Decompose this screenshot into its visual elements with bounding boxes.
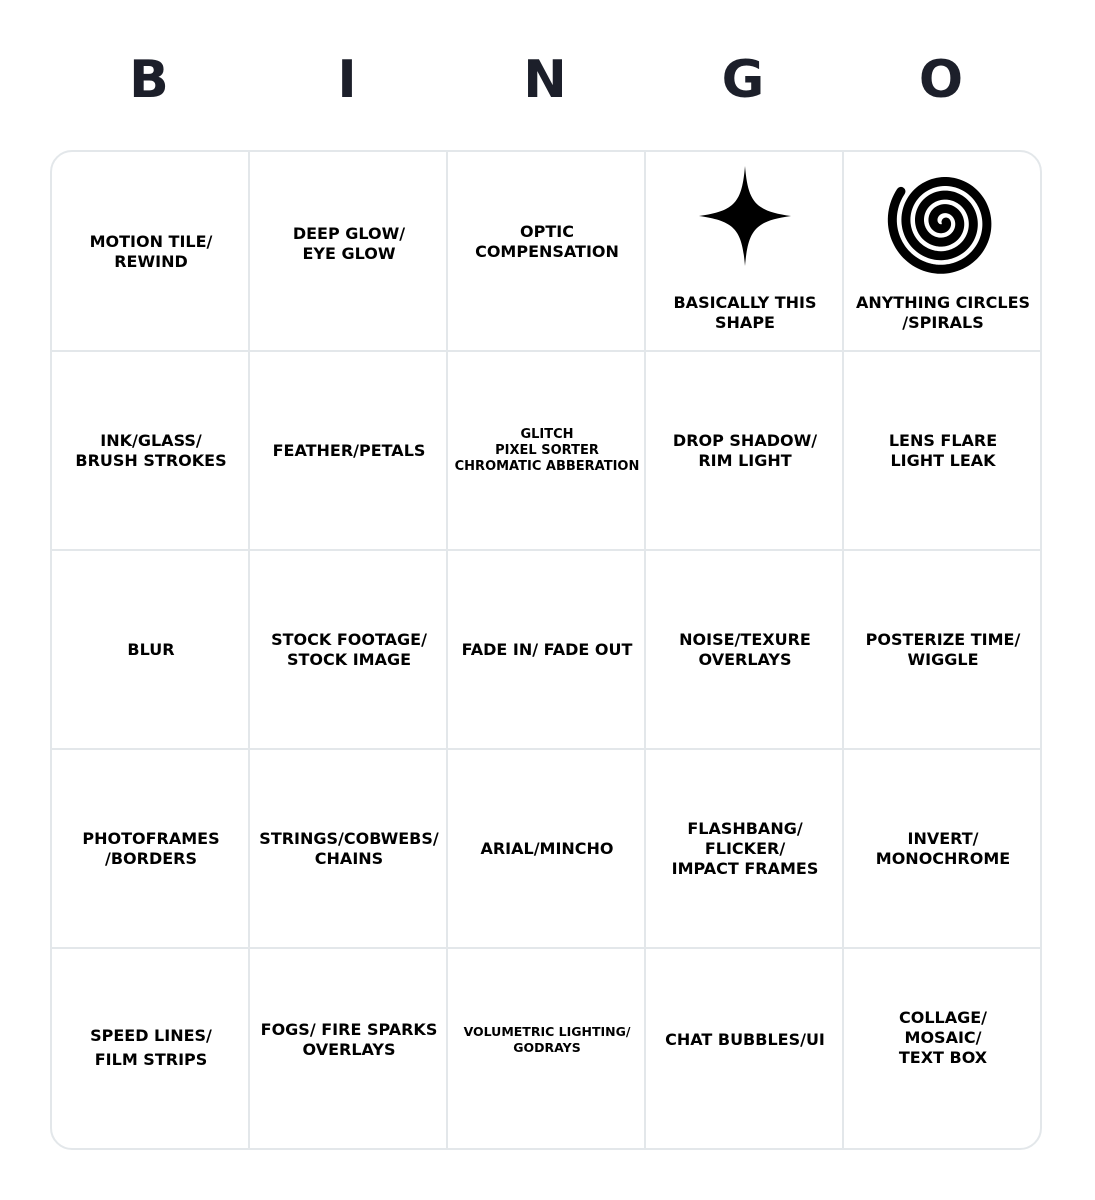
cell-label: FADE IN/ FADE OUT <box>461 639 633 659</box>
cell-label: STRINGS/COBWEBS/ CHAINS <box>259 828 439 868</box>
cell-label: INVERT/ MONOCHROME <box>875 828 1011 868</box>
cell-label: OPTIC COMPENSATION <box>475 221 619 261</box>
bingo-cell[interactable] <box>250 749 448 948</box>
bingo-cell[interactable] <box>646 152 844 351</box>
bingo-cell[interactable] <box>646 948 844 1147</box>
cell-label: ARIAL/MINCHO <box>480 838 614 858</box>
cell-label: BLUR <box>127 639 175 659</box>
cell-label: FEATHER/PETALS <box>272 440 426 460</box>
cell-label: VOLUMETRIC LIGHTING/ GODRAYS <box>463 1023 631 1055</box>
cell-label: PHOTOFRAMES /BORDERS <box>82 828 220 868</box>
cell-label: STOCK FOOTAGE/ STOCK IMAGE <box>271 629 427 669</box>
bingo-cell[interactable] <box>52 351 250 550</box>
cell-label: DEEP GLOW/ EYE GLOW <box>292 223 406 263</box>
header-letter-i: I <box>337 50 357 110</box>
bingo-cell[interactable] <box>844 550 1042 749</box>
bingo-cell[interactable] <box>250 152 448 351</box>
cell-label: NOISE/TEXURE OVERLAYS <box>679 629 811 669</box>
bingo-cell[interactable] <box>646 749 844 948</box>
cell-label: INK/GLASS/ BRUSH STROKES <box>75 430 227 470</box>
cell-label: MOTION TILE/ REWIND <box>89 231 213 271</box>
bingo-cell[interactable] <box>250 948 448 1147</box>
cell-label: COLLAGE/ MOSAIC/ TEXT BOX <box>898 1007 988 1067</box>
cell-label: ANYTHING CIRCLES /SPIRALS <box>855 293 1031 332</box>
bingo-cell[interactable] <box>448 550 646 749</box>
bingo-cell[interactable] <box>646 550 844 749</box>
bingo-cell[interactable] <box>448 749 646 948</box>
bingo-cell[interactable] <box>448 152 646 351</box>
bingo-header <box>50 40 1042 120</box>
cell-label: LENS FLARE LIGHT LEAK <box>888 430 998 470</box>
cell-label: SPEED LINES/ FILM STRIPS <box>90 1025 212 1069</box>
bingo-cell[interactable] <box>844 948 1042 1147</box>
header-letter-g: G <box>721 50 765 110</box>
bingo-cell[interactable] <box>844 749 1042 948</box>
bingo-cell[interactable] <box>52 948 250 1147</box>
bingo-cell[interactable] <box>250 351 448 550</box>
cell-label: DROP SHADOW/ RIM LIGHT <box>672 430 818 470</box>
four-point-star-icon <box>697 164 793 268</box>
bingo-cell[interactable] <box>448 948 646 1147</box>
bingo-cell[interactable] <box>448 351 646 550</box>
cell-label: BASICALLY THIS SHAPE <box>673 293 817 332</box>
header-letter-b: B <box>129 50 169 110</box>
bingo-cell[interactable] <box>250 550 448 749</box>
bingo-cell[interactable] <box>646 351 844 550</box>
header-letter-o: O <box>918 50 964 110</box>
header-letter-n: N <box>523 50 567 110</box>
cell-label: CHAT BUBBLES/UI <box>665 1029 825 1049</box>
bingo-board <box>50 150 1042 1150</box>
bingo-cell[interactable] <box>844 351 1042 550</box>
cell-label: FOGS/ FIRE SPARKS OVERLAYS <box>260 1019 438 1059</box>
spiral-icon <box>885 162 1001 278</box>
bingo-cell[interactable] <box>52 749 250 948</box>
cell-label: FLASHBANG/ FLICKER/ IMPACT FRAMES <box>671 818 819 878</box>
bingo-cell[interactable] <box>52 152 250 351</box>
cell-label: GLITCH PIXEL SORTER CHROMATIC ABBERATION <box>454 426 640 474</box>
bingo-cell[interactable] <box>844 152 1042 351</box>
cell-label: POSTERIZE TIME/ WIGGLE <box>865 629 1021 669</box>
bingo-cell[interactable] <box>52 550 250 749</box>
